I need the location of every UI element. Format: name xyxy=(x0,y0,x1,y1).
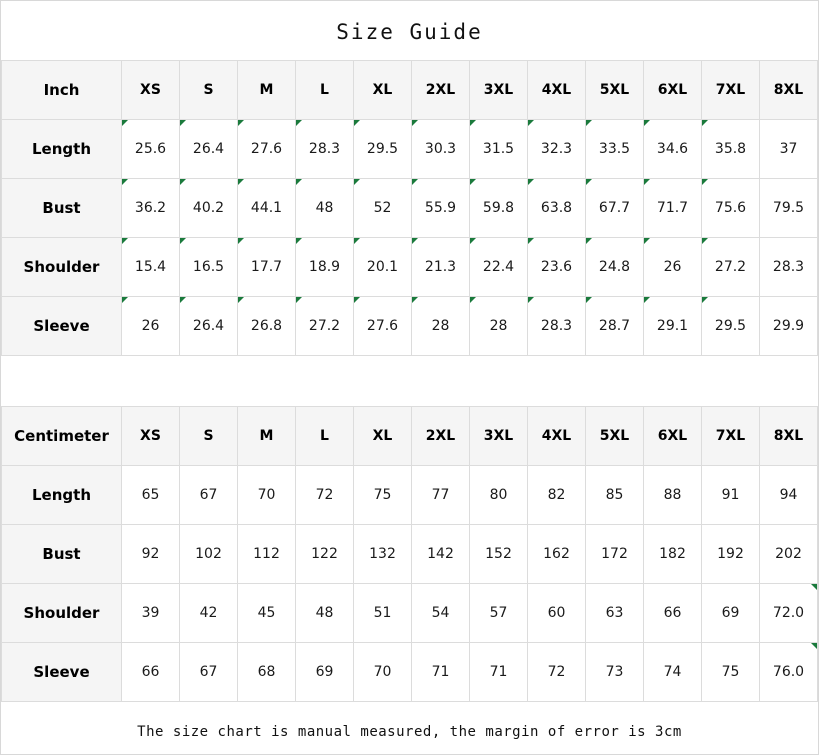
size-header-2xl: 2XL xyxy=(412,61,470,120)
cell-cm-shoulder-xs: 39 xyxy=(122,584,180,643)
table-row xyxy=(2,179,818,238)
row-label-shoulder: Shoulder xyxy=(2,238,122,297)
row-label-length: Length xyxy=(2,120,122,179)
cell-inch-shoulder-xl: 20.1 xyxy=(354,238,412,297)
cell-cm-sleeve-4xl: 72 xyxy=(528,643,586,702)
cell-cm-sleeve-xs: 66 xyxy=(122,643,180,702)
cell-inch-shoulder-2xl: 21.3 xyxy=(412,238,470,297)
cell-inch-length-m: 27.6 xyxy=(238,120,296,179)
cell-cm-bust-5xl: 172 xyxy=(586,525,644,584)
size-header-l: L xyxy=(296,407,354,466)
size-header-m: M xyxy=(238,61,296,120)
cell-inch-bust-6xl: 71.7 xyxy=(644,179,702,238)
cell-inch-length-3xl: 31.5 xyxy=(470,120,528,179)
cell-inch-shoulder-4xl: 23.6 xyxy=(528,238,586,297)
cell-inch-length-5xl: 33.5 xyxy=(586,120,644,179)
cell-inch-sleeve-xl: 27.6 xyxy=(354,297,412,356)
cell-cm-shoulder-xl: 51 xyxy=(354,584,412,643)
cell-cm-length-s: 67 xyxy=(180,466,238,525)
cell-cm-length-4xl: 82 xyxy=(528,466,586,525)
cell-cm-shoulder-m: 45 xyxy=(238,584,296,643)
cell-cm-bust-s: 102 xyxy=(180,525,238,584)
cell-inch-length-xs: 25.6 xyxy=(122,120,180,179)
cell-inch-length-4xl: 32.3 xyxy=(528,120,586,179)
row-label-length: Length xyxy=(2,466,122,525)
cell-cm-sleeve-5xl: 73 xyxy=(586,643,644,702)
cell-inch-bust-3xl: 59.8 xyxy=(470,179,528,238)
cell-inch-sleeve-xs: 26 xyxy=(122,297,180,356)
cell-cm-length-7xl: 91 xyxy=(702,466,760,525)
cell-cm-bust-7xl: 192 xyxy=(702,525,760,584)
cell-cm-sleeve-6xl: 74 xyxy=(644,643,702,702)
unit-label-centimeter: Centimeter xyxy=(2,407,122,466)
size-header-s: S xyxy=(180,407,238,466)
size-header-7xl: 7XL xyxy=(702,61,760,120)
table-row xyxy=(2,584,818,643)
cell-inch-shoulder-6xl: 26 xyxy=(644,238,702,297)
cell-cm-length-3xl: 80 xyxy=(470,466,528,525)
cell-inch-bust-8xl: 79.5 xyxy=(760,179,818,238)
cell-cm-length-8xl: 94 xyxy=(760,466,818,525)
size-header-m: M xyxy=(238,407,296,466)
cell-cm-bust-6xl: 182 xyxy=(644,525,702,584)
size-header-7xl: 7XL xyxy=(702,407,760,466)
cell-inch-shoulder-xs: 15.4 xyxy=(122,238,180,297)
measurement-disclaimer: The size chart is manual measured, the margin of error is 3cm xyxy=(137,724,682,740)
size-header-5xl: 5XL xyxy=(586,61,644,120)
cell-inch-sleeve-2xl: 28 xyxy=(412,297,470,356)
size-header-l: L xyxy=(296,61,354,120)
table-row xyxy=(2,238,818,297)
size-header-xl: XL xyxy=(354,407,412,466)
cell-inch-shoulder-5xl: 24.8 xyxy=(586,238,644,297)
size-header-xs: XS xyxy=(122,61,180,120)
table-spacer xyxy=(1,356,818,406)
cell-inch-sleeve-5xl: 28.7 xyxy=(586,297,644,356)
cell-inch-bust-xs: 36.2 xyxy=(122,179,180,238)
size-header-5xl: 5XL xyxy=(586,407,644,466)
cell-cm-length-2xl: 77 xyxy=(412,466,470,525)
cell-cm-shoulder-7xl: 69 xyxy=(702,584,760,643)
table-row xyxy=(2,120,818,179)
cell-cm-shoulder-5xl: 63 xyxy=(586,584,644,643)
cell-cm-length-5xl: 85 xyxy=(586,466,644,525)
cell-cm-bust-4xl: 162 xyxy=(528,525,586,584)
cell-cm-sleeve-8xl: 76.0 xyxy=(760,643,818,702)
page-title: Size Guide xyxy=(336,20,483,44)
cell-cm-bust-m: 112 xyxy=(238,525,296,584)
size-header-s: S xyxy=(180,61,238,120)
cell-cm-bust-3xl: 152 xyxy=(470,525,528,584)
table-header-row xyxy=(2,61,818,120)
size-header-xs: XS xyxy=(122,407,180,466)
cell-cm-bust-l: 122 xyxy=(296,525,354,584)
size-table-centimeter xyxy=(1,406,818,702)
cell-inch-shoulder-7xl: 27.2 xyxy=(702,238,760,297)
cell-cm-length-6xl: 88 xyxy=(644,466,702,525)
cell-inch-bust-l: 48 xyxy=(296,179,354,238)
size-header-4xl: 4XL xyxy=(528,407,586,466)
cell-cm-length-m: 70 xyxy=(238,466,296,525)
cell-inch-shoulder-l: 18.9 xyxy=(296,238,354,297)
cell-inch-length-2xl: 30.3 xyxy=(412,120,470,179)
cell-cm-sleeve-2xl: 71 xyxy=(412,643,470,702)
cell-cm-sleeve-xl: 70 xyxy=(354,643,412,702)
row-label-bust: Bust xyxy=(2,179,122,238)
size-header-8xl: 8XL xyxy=(760,61,818,120)
row-label-bust: Bust xyxy=(2,525,122,584)
cell-inch-shoulder-m: 17.7 xyxy=(238,238,296,297)
cell-cm-bust-xl: 132 xyxy=(354,525,412,584)
cell-inch-length-l: 28.3 xyxy=(296,120,354,179)
cell-cm-shoulder-2xl: 54 xyxy=(412,584,470,643)
cell-cm-length-xl: 75 xyxy=(354,466,412,525)
cell-inch-shoulder-8xl: 28.3 xyxy=(760,238,818,297)
cell-cm-sleeve-m: 68 xyxy=(238,643,296,702)
cell-inch-sleeve-l: 27.2 xyxy=(296,297,354,356)
table-row xyxy=(2,466,818,525)
size-header-xl: XL xyxy=(354,61,412,120)
cell-inch-bust-xl: 52 xyxy=(354,179,412,238)
cell-inch-sleeve-8xl: 29.9 xyxy=(760,297,818,356)
cell-inch-bust-7xl: 75.6 xyxy=(702,179,760,238)
row-label-sleeve: Sleeve xyxy=(2,297,122,356)
size-header-8xl: 8XL xyxy=(760,407,818,466)
cell-cm-bust-xs: 92 xyxy=(122,525,180,584)
size-header-3xl: 3XL xyxy=(470,407,528,466)
cell-inch-length-6xl: 34.6 xyxy=(644,120,702,179)
size-header-4xl: 4XL xyxy=(528,61,586,120)
cell-inch-sleeve-3xl: 28 xyxy=(470,297,528,356)
cell-cm-shoulder-3xl: 57 xyxy=(470,584,528,643)
cell-cm-length-xs: 65 xyxy=(122,466,180,525)
cell-inch-bust-2xl: 55.9 xyxy=(412,179,470,238)
cell-cm-sleeve-l: 69 xyxy=(296,643,354,702)
cell-inch-sleeve-s: 26.4 xyxy=(180,297,238,356)
cell-inch-shoulder-3xl: 22.4 xyxy=(470,238,528,297)
table-header-row xyxy=(2,407,818,466)
cell-cm-length-l: 72 xyxy=(296,466,354,525)
cell-cm-sleeve-3xl: 71 xyxy=(470,643,528,702)
cell-cm-shoulder-8xl: 72.0 xyxy=(760,584,818,643)
size-table-inch xyxy=(1,60,818,356)
table-row xyxy=(2,525,818,584)
cell-inch-length-8xl: 37 xyxy=(760,120,818,179)
cell-cm-shoulder-l: 48 xyxy=(296,584,354,643)
cell-inch-bust-5xl: 67.7 xyxy=(586,179,644,238)
cell-inch-bust-4xl: 63.8 xyxy=(528,179,586,238)
cell-cm-shoulder-6xl: 66 xyxy=(644,584,702,643)
row-label-shoulder: Shoulder xyxy=(2,584,122,643)
cell-cm-bust-8xl: 202 xyxy=(760,525,818,584)
row-label-sleeve: Sleeve xyxy=(2,643,122,702)
cell-inch-sleeve-6xl: 29.1 xyxy=(644,297,702,356)
cell-inch-bust-m: 44.1 xyxy=(238,179,296,238)
cell-inch-sleeve-m: 26.8 xyxy=(238,297,296,356)
table-row xyxy=(2,643,818,702)
cell-inch-length-7xl: 35.8 xyxy=(702,120,760,179)
cell-inch-length-xl: 29.5 xyxy=(354,120,412,179)
cell-cm-bust-2xl: 142 xyxy=(412,525,470,584)
size-header-6xl: 6XL xyxy=(644,407,702,466)
cell-inch-shoulder-s: 16.5 xyxy=(180,238,238,297)
cell-inch-sleeve-4xl: 28.3 xyxy=(528,297,586,356)
cell-cm-shoulder-4xl: 60 xyxy=(528,584,586,643)
cell-cm-sleeve-s: 67 xyxy=(180,643,238,702)
cell-cm-sleeve-7xl: 75 xyxy=(702,643,760,702)
table-row xyxy=(2,297,818,356)
cell-inch-length-s: 26.4 xyxy=(180,120,238,179)
unit-label-inch: Inch xyxy=(2,61,122,120)
size-header-3xl: 3XL xyxy=(470,61,528,120)
size-header-6xl: 6XL xyxy=(644,61,702,120)
cell-inch-bust-s: 40.2 xyxy=(180,179,238,238)
cell-inch-sleeve-7xl: 29.5 xyxy=(702,297,760,356)
size-header-2xl: 2XL xyxy=(412,407,470,466)
cell-cm-shoulder-s: 42 xyxy=(180,584,238,643)
